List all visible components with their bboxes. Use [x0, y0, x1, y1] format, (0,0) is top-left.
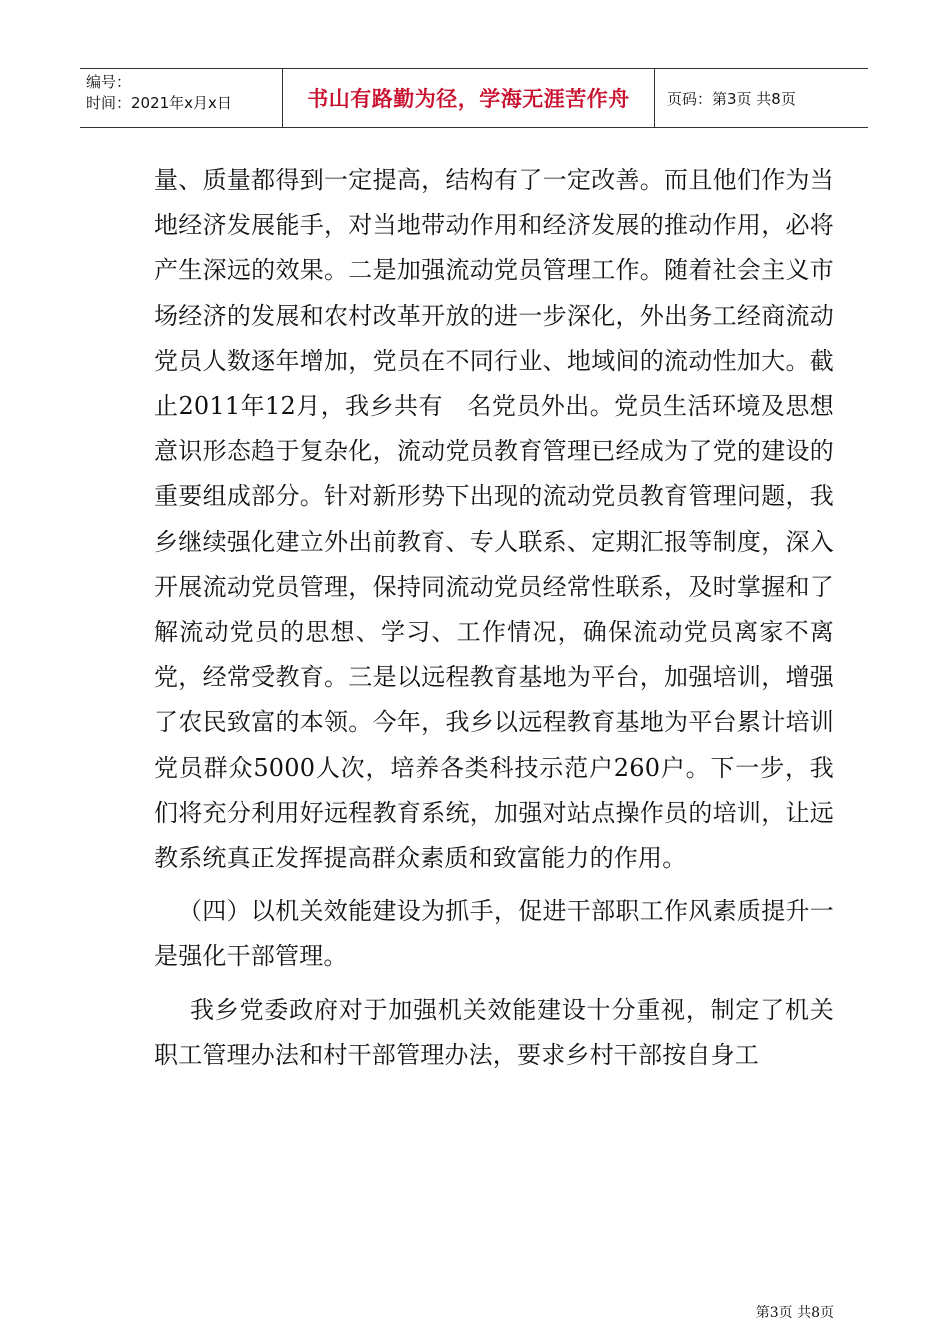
header-motto: 书山有路勤为径，学海无涯苦作舟 [283, 69, 655, 127]
header-page-info: 页码：第3页 共8页 [667, 89, 796, 108]
page-header [80, 68, 868, 128]
document-body [154, 158, 834, 1078]
body-paragraph-3: 我乡党委政府对于加强机关效能建设十分重视，制定了机关职工管理办法和村干部管理办法，要求乡村干部按自身工 [154, 995, 834, 1069]
page-footer: 第3页 共8页 [755, 1305, 834, 1321]
document-number-label: 编号： [86, 73, 132, 91]
document-time-label: 时间：2021年x月x日 [86, 94, 232, 112]
body-paragraph-1: 量、质量都得到一定提高，结构有了一定改善。而且他们作为当地经济发展能手，对当地带动作用和经济发展的推动作用，必将产生深远的效果。二是加强流动党员管理工作。随着社会主义市场经济的发展和农村改革开放的进一步深化，外出务工经商流动党员人数逐年增加，党员在不同行业、地域间的流动性加大。截止2011年12月，我乡共有 名党员外出。党员生活环境及思想意识形态趋于复杂化，流动党员教育管理已经成为了党的建设的重要组成部分。针对新形势下出现的流动党员教育管理问题，我乡继续强化建立外出前教育、专人联系、定期汇报等制度，深入开展流动党员管理，保持同流动党员经常性联系，及时掌握和了解流动党员的思想、学习、工作情况，确保流动党员离家不离党，经常受教育。三是以远程教育基地为平台，加强培训，增强了农民致富的本领。今年，我乡以远程教育基地为平台累计培训党员群众5000人次，培养各类科技示范户260户。下一步，我们将充分利用好远程教育系统，加强对站点操作员的培训，让远教系统真正发挥提高群众素质和致富能力的作用。 [154, 166, 834, 873]
header-meta [80, 69, 283, 127]
body-paragraph-2: （四）以机关效能建设为抓手，促进干部职工作风素质提升一是强化干部管理。 [154, 897, 834, 971]
